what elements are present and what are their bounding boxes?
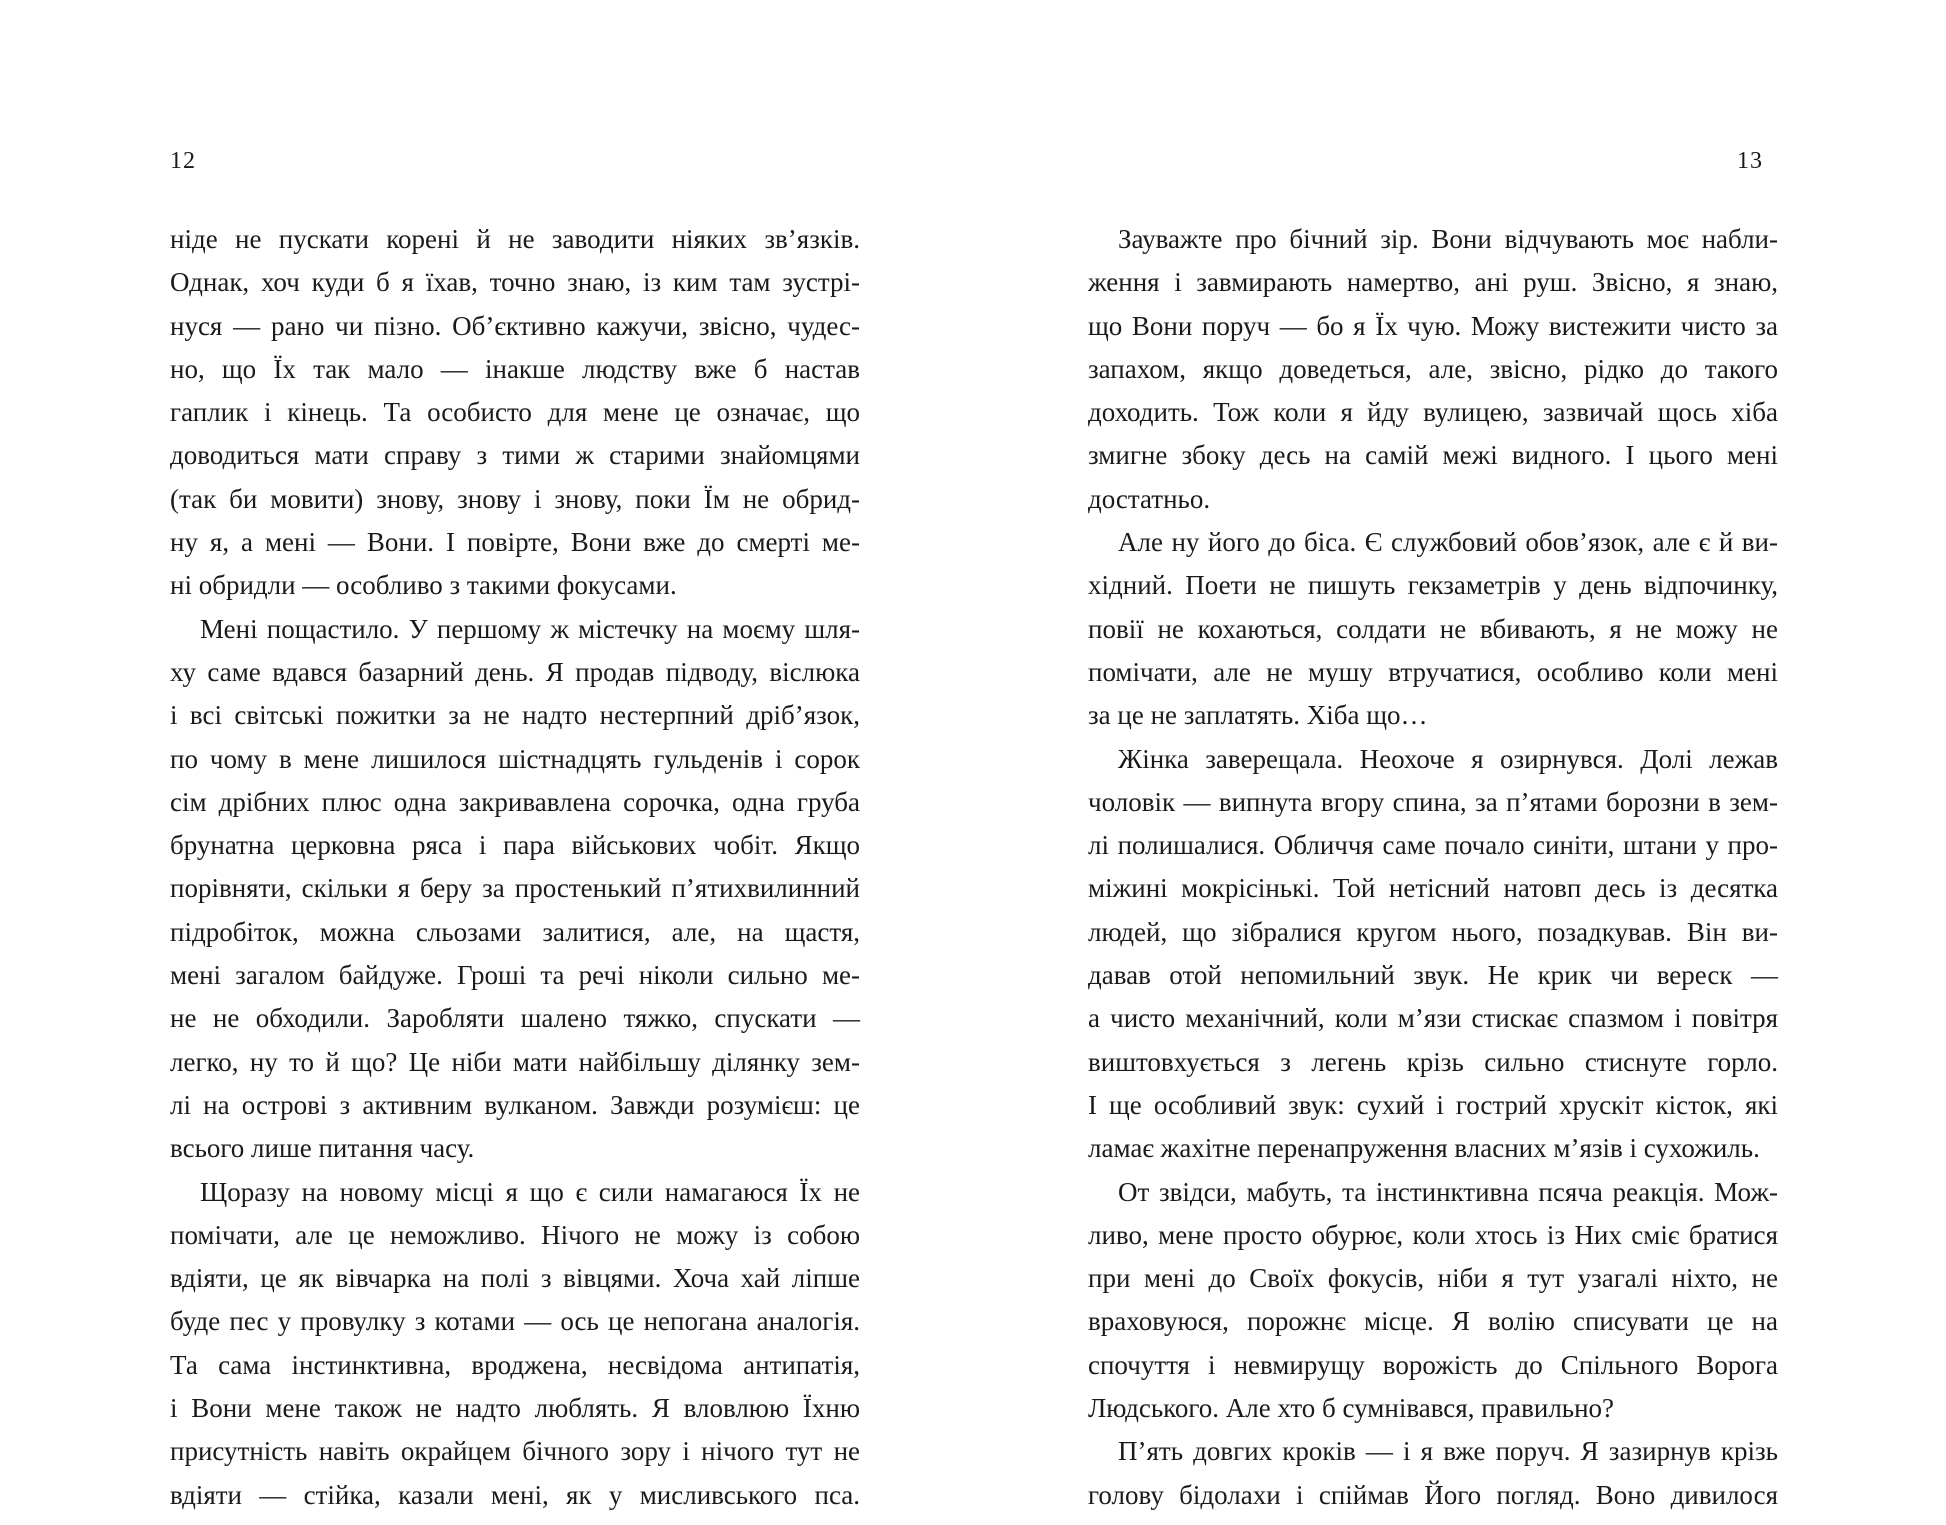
- text-line: П’ять довгих кроків — і я вже поруч. Я зазирнув крізь: [1118, 1436, 1778, 1467]
- text-line: От звідси, мабуть, та інстинктивна псяча реакція. Мож-: [1118, 1176, 1778, 1207]
- text-line: а чисто механічний, коли м’язи стискає спазмом і повітря: [1088, 1003, 1778, 1034]
- text-line: що Вони поруч — бо я Їх чую. Можу вистежити чисто за: [1088, 310, 1778, 341]
- text-line: повії не кохаються, солдати не вбивають, я не можу не: [1088, 613, 1778, 644]
- text-line: міжині мокрісінькі. Той нетісний натовп десь із десятка: [1088, 873, 1778, 904]
- text-line: чоловік — випнута вгору спина, за п’ятами борозни в зем-: [1088, 786, 1778, 817]
- text-line: Однак, хоч куди б я їхав, точно знаю, із ким там зустрі-: [170, 267, 860, 298]
- text-line: Та сама інстинктивна, вроджена, несвідома антипатія,: [170, 1349, 860, 1380]
- text-line: по чому в мене лишилося шістнадцять гульденів і сорок: [170, 743, 860, 774]
- text-line: всього лише питання часу.: [170, 1133, 475, 1164]
- text-line: змигне збоку десь на самій межі видного. І цього мені: [1088, 440, 1778, 471]
- text-line: помічати, але не мушу втручатися, особливо коли мені: [1088, 656, 1778, 687]
- text-line: хідний. Поети не пишуть гекзаметрів у день відпочинку,: [1088, 570, 1778, 601]
- text-line: підробіток, можна сльозами залитися, але, на щастя,: [170, 916, 860, 947]
- text-line: легко, ну то й що? Це ніби мати найбільшу ділянку зем-: [170, 1046, 860, 1077]
- text-line: Жінка заверещала. Неохоче я озирнувся. Долі лежав: [1118, 743, 1778, 774]
- page-number: 13: [1737, 148, 1763, 174]
- text-line: ні обридли — особливо з такими фокусами.: [170, 570, 677, 601]
- text-line: за це не заплатять. Хіба що…: [1088, 700, 1428, 731]
- text-line: голову бідолахи і спіймав Його погляд. Воно дивилося: [1088, 1479, 1778, 1510]
- text-line: вдіяти — стійка, казали мені, як у мисливського пса.: [170, 1479, 860, 1510]
- text-line: і всі світські пожитки за не надто нестерпний дріб’язок,: [170, 700, 860, 731]
- text-line: нуся — рано чи пізно. Об’єктивно кажучи, звісно, чудес-: [170, 310, 860, 341]
- text-line: (так би мовити) знову, знову і знову, поки Їм не обрид-: [170, 483, 860, 514]
- body-text: [170, 218, 860, 1517]
- text-line: брунатна церковна ряса і пара військових чобіт. Якщо: [170, 830, 860, 861]
- text-line: Але ну його до біса. Є службовий обов’язок, але є й ви-: [1118, 527, 1778, 558]
- text-line: мені загалом байдуже. Гроші та речі ніколи сильно ме-: [170, 960, 860, 991]
- text-line: Людського. Але хто б сумнівався, правильно?: [1088, 1393, 1615, 1424]
- text-line: достатньо.: [1088, 483, 1211, 514]
- page-number: 12: [170, 148, 196, 174]
- body-text: [1088, 218, 1778, 1517]
- text-line: ливо, мене просто обурює, коли хтось із Них сміє братися: [1088, 1219, 1778, 1250]
- text-line: запахом, якщо доведеться, але, звісно, рідко до такого: [1088, 353, 1778, 384]
- text-line: ження і завмирають намертво, ані руш. Звісно, я знаю,: [1088, 267, 1778, 298]
- text-line: враховуюся, порожнє місце. Я волію списувати це на: [1088, 1306, 1778, 1337]
- text-line: гаплик і кінець. Та особисто для мене це означає, що: [170, 397, 860, 428]
- text-line: спочуття і невмирущу ворожість до Спільного Ворога: [1088, 1349, 1778, 1380]
- right-page: [973, 0, 1946, 1525]
- text-line: давав отой непомильний звук. Не крик чи вереск —: [1088, 960, 1778, 991]
- text-line: ламає жахітне перенапруження власних м’язів і сухожиль.: [1088, 1133, 1760, 1164]
- text-line: ху саме вдався базарний день. Я продав підводу, віслюка: [170, 656, 860, 687]
- text-line: доводиться мати справу з тими ж старими знайомцями: [170, 440, 860, 471]
- text-line: буде пес у провулку з котами — ось це непогана аналогія.: [170, 1306, 860, 1337]
- text-line: при мені до Своїх фокусів, ніби я тут узагалі ніхто, не: [1088, 1263, 1778, 1294]
- text-line: Щоразу на новому місці я що є сили намагаюся Їх не: [200, 1176, 860, 1207]
- text-line: лі полишалися. Обличчя саме почало синіти, штани у про-: [1088, 830, 1778, 861]
- text-line: помічати, але це неможливо. Нічого не можу із собою: [170, 1219, 860, 1250]
- text-line: людей, що зібралися кругом нього, позадкував. Він ви-: [1088, 916, 1778, 947]
- text-line: ну я, а мені — Вони. І повірте, Вони вже до смерті ме-: [170, 527, 860, 558]
- text-line: Мені пощастило. У першому ж містечку на моєму шля-: [200, 613, 860, 644]
- text-line: доходить. Тож коли я йду вулицею, зазвичай щось хіба: [1088, 397, 1778, 428]
- text-line: і Вони мене також не надто люблять. Я вловлюю Їхню: [170, 1393, 860, 1424]
- text-line: не не обходили. Заробляти шалено тяжко, спускати —: [170, 1003, 860, 1034]
- text-line: сім дрібних плюс одна закривавлена сорочка, одна груба: [170, 786, 860, 817]
- text-line: ніде не пускати корені й не заводити ніяких зв’язків.: [170, 224, 860, 254]
- text-line: лі на острові з активним вулканом. Завжди розумієш: це: [170, 1089, 860, 1120]
- text-line: порівняти, скільки я беру за простенький п’ятихвилинний: [170, 873, 860, 904]
- text-line: вдіяти, це як вівчарка на полі з вівцями. Хоча хай ліпше: [170, 1263, 860, 1294]
- text-line: Зауважте про бічний зір. Вони відчувають моє набли-: [1118, 224, 1778, 254]
- text-line: І ще особливий звук: сухий і гострий хрускіт кісток, які: [1088, 1089, 1778, 1120]
- text-line: но, що Їх так мало — інакше людству вже б настав: [170, 353, 860, 384]
- text-line: виштовхується з легень крізь сильно стиснуте горло.: [1088, 1046, 1778, 1077]
- text-line: присутність навіть окрайцем бічного зору і нічого тут не: [170, 1436, 860, 1467]
